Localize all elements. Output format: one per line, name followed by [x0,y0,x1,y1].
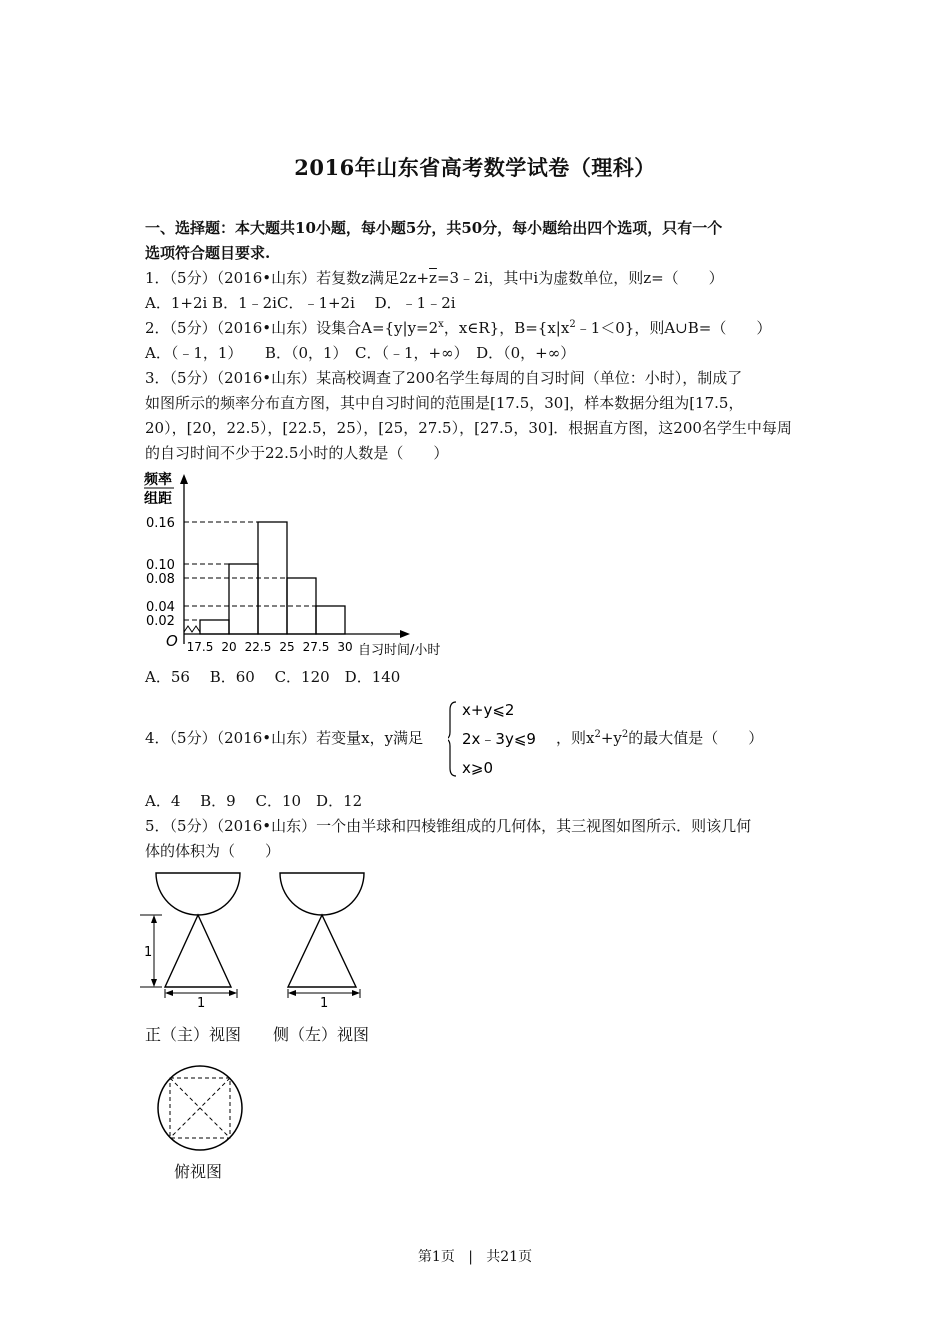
front-view-label: 正（主）视图 [145,1025,242,1044]
q2-sup-2: 2 [569,319,576,330]
question-3-options: A．56 B．60 C．120 D．140 [145,668,401,686]
inequality-system [448,698,558,780]
front-width-label: 1 [197,996,206,1008]
axis-break-zigzag [184,626,200,632]
q2-sup-x: x [438,319,444,330]
y-axis-arrow [180,474,188,484]
inequality-1: x+y⩽2 [462,701,515,719]
footer-total-suffix: 页 [518,1249,533,1265]
front-pyramid [165,915,231,987]
page-title: 2016年山东省高考数学试卷（理科） [294,155,656,180]
side-width-arrow-right [352,990,360,996]
y-tick-label-4: 0.16 [146,516,175,531]
footer-page-suffix: 页 [440,1249,455,1265]
question-3-line1: 3．（5分）（2016•山东）某高校调查了200名学生每周的自习时间（单位：小时），制成了 [145,369,743,387]
histogram [140,468,470,660]
question-2-stem [145,318,771,341]
x-tick-label-5: 30 [337,640,353,654]
footer-page-prefix: 第 [417,1249,432,1265]
y-label-top: 频率 [144,472,172,488]
side-view-label: 侧（左）视图 [273,1025,370,1044]
front-view-drawing [140,868,250,1008]
y-tick-label-0: 0.02 [146,614,175,629]
left-brace [448,702,456,776]
question-1-options: A．1+2i B．1﹣2iC．﹣1+2i D．﹣1﹣2i [145,294,456,312]
page-footer [0,1246,950,1266]
front-width-arrow-right [229,990,237,996]
q2-stem-a: 2．（5分）（2016•山东）设集合A={y|y=2 [145,319,439,337]
histogram-bar-1 [229,564,258,634]
q2-stem-b: ，x∈R}，B={x|x [443,319,570,337]
question-4-options: A．4 B．9 C．10 D．12 [145,792,363,810]
top-view-drawing [152,1060,248,1156]
y-tick-label-1: 0.04 [146,600,175,615]
question-1-stem [145,268,724,288]
question-5-line2: 体的体积为（ ） [145,842,281,860]
x-tick-label-3: 25 [279,640,295,654]
x-axis-label: 自习时间/小时 [358,643,441,658]
q2-stem-c: ﹣1＜0}，则A∪B=（ ） [575,319,772,337]
q4-sup-2: 2 [621,729,629,740]
q1-stem-a: 1．（5分）（2016•山东）若复数z满足2z+ [145,269,430,287]
y-tick-label-3: 0.10 [146,558,175,573]
section-heading-line2: 选项符合题目要求. [145,244,271,262]
footer-total-prefix: 共 [486,1249,501,1265]
side-width-label: 1 [320,996,329,1008]
front-height-label: 1 [144,945,153,960]
top-view-label: 俯视图 [174,1162,223,1181]
q1-stem-b: =3﹣2i，其中i为虚数单位，则z=（ ） [436,269,724,287]
question-4-stem-lead: 4．（5分）（2016•山东）若变量x，y满足 [145,729,424,747]
histogram-bar-4 [316,606,345,634]
footer-separator: | [468,1249,473,1265]
y-tick-label-2: 0.08 [146,572,175,587]
footer-total-pages: 21 [500,1249,519,1265]
q4-stem-c: +y [600,729,622,747]
question-2-options: A．（﹣1，1） B．（0，1） C．（﹣1，+∞） D．（0，+∞） [145,344,576,362]
question-3-line3: 20），[20，22.5），[22.5，25），[25，27.5），[27.5，30]．根据直方图，这200名学生中每周 [145,419,792,437]
question-4-stem-tail [556,728,763,751]
x-tick-label-2: 22.5 [244,640,272,654]
x-tick-label-1: 20 [221,640,237,654]
front-width-arrow-left [165,990,173,996]
question-3-line2: 如图所示的频率分布直方图，其中自习时间的范围是[17.5，30]，样本数据分组为[17.5， [145,394,744,412]
q1-conjugate-z: $\overline{z}$ [429,269,437,287]
front-height-arrow-bottom [151,979,157,987]
footer-page-number: 1 [431,1249,441,1265]
histogram-bar-0 [200,620,229,634]
inequality-2: 2x﹣3y⩽9 [462,730,536,748]
side-hemisphere [280,873,364,915]
y-label-bottom: 组距 [144,491,172,507]
front-height-arrow-top [151,915,157,923]
section-heading-line1: 一、选择题：本大题共10小题，每小题5分，共50分，每小题给出四个选项，只有一个 [145,219,723,237]
front-hemisphere [156,873,240,915]
origin-label: O [166,632,178,650]
x-tick-label-0: 17.5 [186,640,214,654]
x-axis-arrow [400,630,410,638]
side-pyramid [288,915,356,987]
inequality-3: x⩾0 [462,759,493,777]
x-tick-label-4: 27.5 [302,640,330,654]
q4-sup-1: 2 [594,729,601,740]
q4-stem-b: ，则x [556,729,595,747]
question-5-line1: 5．（5分）（2016•山东）一个由半球和四棱锥组成的几何体，其三视图如图所示．则该几何 [145,817,752,835]
q4-stem-d: 的最大值是（ ） [628,729,764,747]
question-3-line4: 的自习时间不少于22.5小时的人数是（ ） [145,444,449,462]
side-width-arrow-left [288,990,296,996]
side-view-drawing [268,868,378,1008]
